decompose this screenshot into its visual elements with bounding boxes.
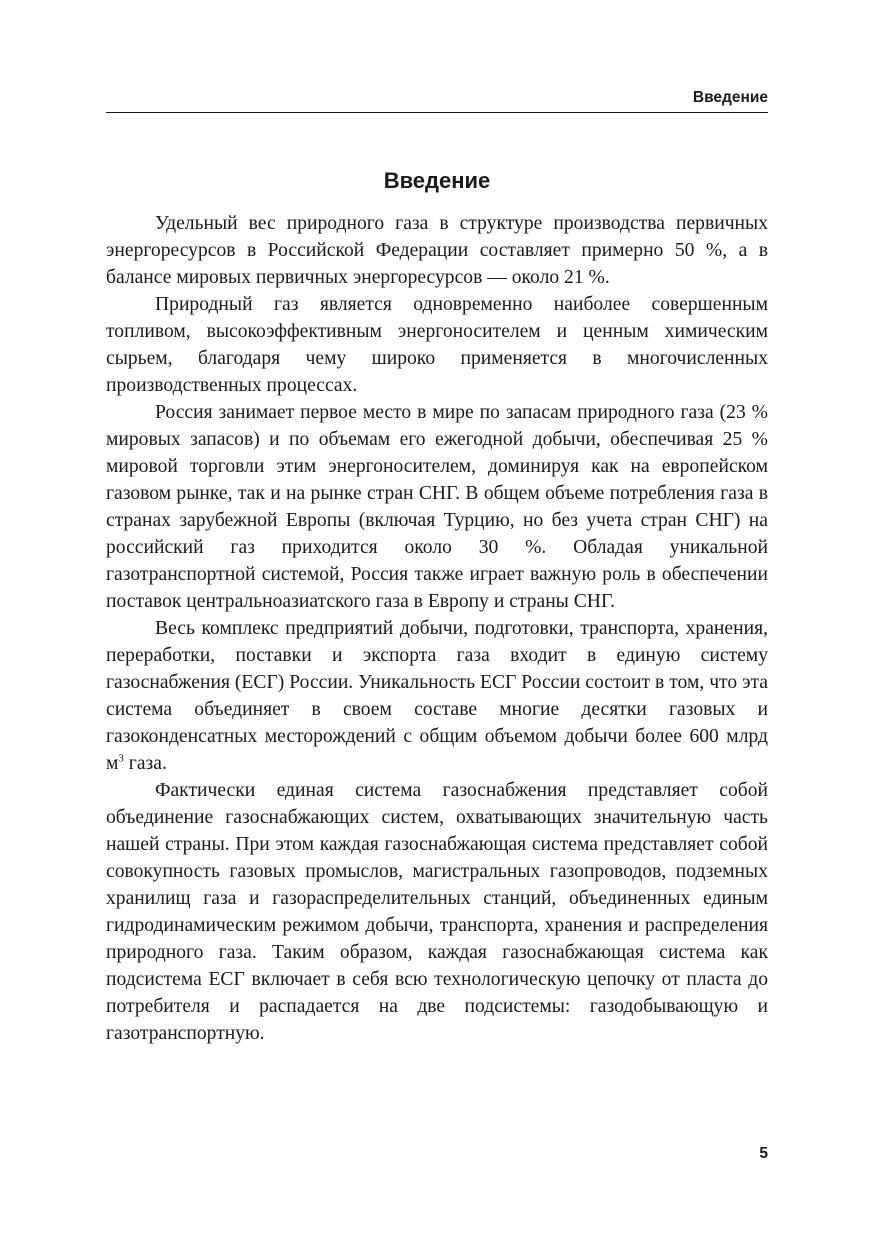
running-head-title: Введение [692,89,768,106]
body-text [106,210,768,1047]
paragraph-4 [106,615,768,777]
page-number: 5 [759,1145,768,1162]
paragraph-2: Природный газ является одновременно наиболее совершенным топливом, высокоэффективным энергоносителем и ценным химическим сырьем, благодаря чему широко применяется в многочисленных производственных процессах. [106,294,768,396]
paragraph-3: Россия занимает первое место в мире по запасам природного газа (23 % мировых запасов) и по объемам его ежегодной добычи, обеспечивая 25 % мировой торговли этим энергоносителем, доминируя как на европейском газовом рынке, так и на рынке стран СНГ. В общем объеме потребления газа в странах зарубежной Европы (включая Турцию, но без учета стран СНГ) на российский газ приходится около 30 %. Обладая уникальной газотранспортной системой, Россия также играет важную роль в обеспечении поставок центральноазиатского газа в Европу и страны СНГ. [106,402,768,612]
chapter-title: Введение [383,168,491,193]
paragraph-5: Фактически единая система газоснабжения представляет собой объединение газоснабжающих систем, охватывающих значительную часть нашей страны. При этом каждая газоснабжающая система представляет собой совокупность газовых промыслов, магистральных газопроводов, подземных хранилищ газа и газораспределительных станций, объединенных единым гидродинамическим режимом добычи, транспорта, хранения и распределения природного газа. Таким образом, каждая газоснабжающая система как подсистема ЕСГ включает в себя всю технологическую цепочку от пласта до потребителя и распадается на две подсистемы: газодобывающую и газотранспортную. [106,780,768,1044]
cubic-superscript: 3 [118,752,124,765]
paragraph-1: Удельный вес природного газа в структуре производства первичных энергоресурсов в Российской Федерации составляет примерно 50 %, а в балансе мировых первичных энергоресурсов — около 21 %. [106,213,768,288]
running-head [106,88,768,113]
paragraph-4-text-end: газа. [123,753,167,774]
paragraph-4-text: Весь комплекс предприятий добычи, подготовки, транспорта, хранения, переработки, поставки и экспорта газа входит в единую систему газоснабжения (ЕСГ) России. Уникальность ЕСГ России состоит в том, что эта система объединяет в своем составе многие десятки газовых и газоконденсатных месторождений с общим объемом добычи более 600 млрд м [106,618,768,774]
